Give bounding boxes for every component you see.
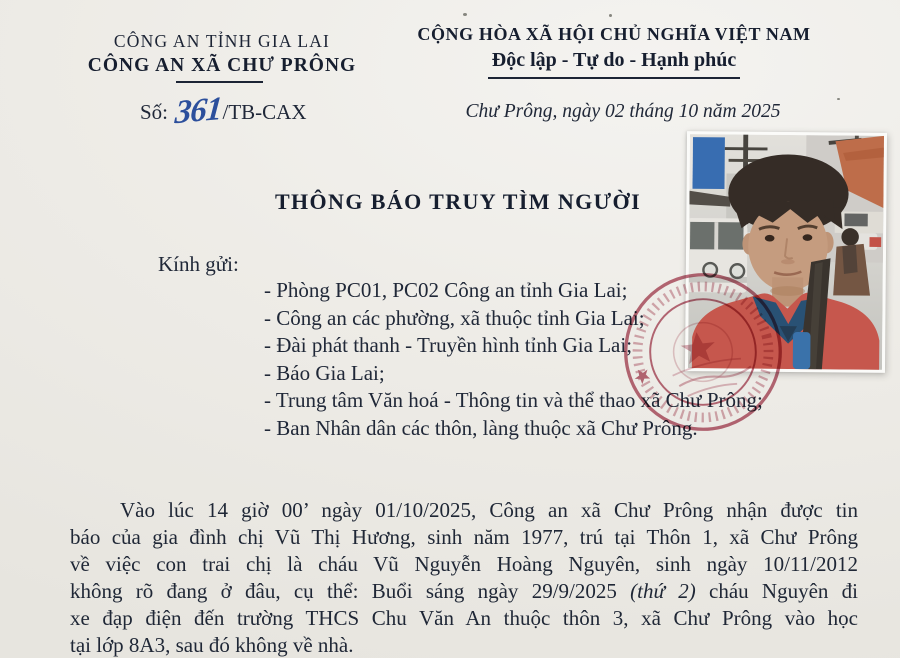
page-title: THÔNG BÁO TRUY TÌM NGƯỜI bbox=[274, 189, 642, 214]
missing-person-photo bbox=[685, 131, 887, 373]
recipient-item: - Đài phát thanh - Truyền hình tỉnh Gia Lai; bbox=[264, 333, 633, 358]
recipient-item: - Báo Gia Lai; bbox=[264, 360, 385, 385]
document-number bbox=[140, 90, 307, 132]
recipient-item: - Ban Nhân dân các thôn, làng thuộc xã Chư Prông. bbox=[264, 415, 698, 440]
body-line bbox=[70, 578, 858, 605]
national-motto: Độc lập - Tự do - Hạnh phúc bbox=[488, 47, 740, 79]
body-line: xe đạp điện đến trường THCS Chu Văn An thuộc thôn 3, xã Chư Prông vào học bbox=[70, 606, 858, 630]
dust-speck bbox=[837, 98, 840, 100]
issuing-agency-name: CÔNG AN XÃ CHƯ PRÔNG bbox=[87, 55, 357, 76]
national-header bbox=[388, 21, 840, 79]
body-line: báo của gia đình chị Vũ Thị Hương, sinh năm 1977, trú tại Thôn 1, xã Chư Prông bbox=[70, 525, 858, 549]
photo-graphic bbox=[688, 134, 884, 370]
parent-agency-name: CÔNG AN TỈNH GIA LAI bbox=[113, 31, 331, 51]
salutation: Kính gửi: bbox=[158, 252, 239, 276]
body-line-segment: cháu Nguyên đi bbox=[695, 579, 859, 603]
body-line-segment: không rõ đang ở đâu, cụ thể: Buổi sáng ngày 29/9/2025 bbox=[70, 579, 631, 603]
body-paragraph bbox=[70, 497, 858, 658]
handwritten-number: 361 bbox=[173, 90, 224, 132]
body-line: Vào lúc 14 giờ 00’ ngày 01/10/2025, Công an xã Chư Prông nhận được tin bbox=[120, 498, 858, 522]
dust-speck bbox=[463, 13, 467, 16]
body-line: tại lớp 8A3, sau đó không về nhà. bbox=[70, 633, 354, 657]
recipient-item: - Phòng PC01, PC02 Công an tỉnh Gia Lai; bbox=[264, 278, 628, 302]
document-number-suffix: /TB-CAX bbox=[222, 100, 307, 124]
body-line-italic-segment: (thứ 2) bbox=[630, 579, 696, 603]
recipient-item: - Trung tâm Văn hoá - Thông tin và thể thao xã Chư Prông; bbox=[264, 388, 763, 413]
body-line: về việc con trai chị là cháu Vũ Nguyễn Hoàng Nguyên, sinh ngày 10/11/2012 bbox=[70, 552, 858, 576]
document-number-prefix: Số: bbox=[140, 100, 169, 124]
country-name: CỘNG HÒA XÃ HỘI CHỦ NGHĨA VIỆT NAM bbox=[417, 24, 811, 44]
recipient-item: - Công an các phường, xã thuộc tỉnh Gia Lai; bbox=[264, 305, 645, 330]
place-and-date-line: Chư Prông, ngày 02 tháng 10 năm 2025 bbox=[465, 101, 781, 122]
issuing-agency-header bbox=[84, 29, 360, 79]
agency-name-underline bbox=[176, 81, 263, 83]
dust-speck bbox=[609, 14, 612, 17]
